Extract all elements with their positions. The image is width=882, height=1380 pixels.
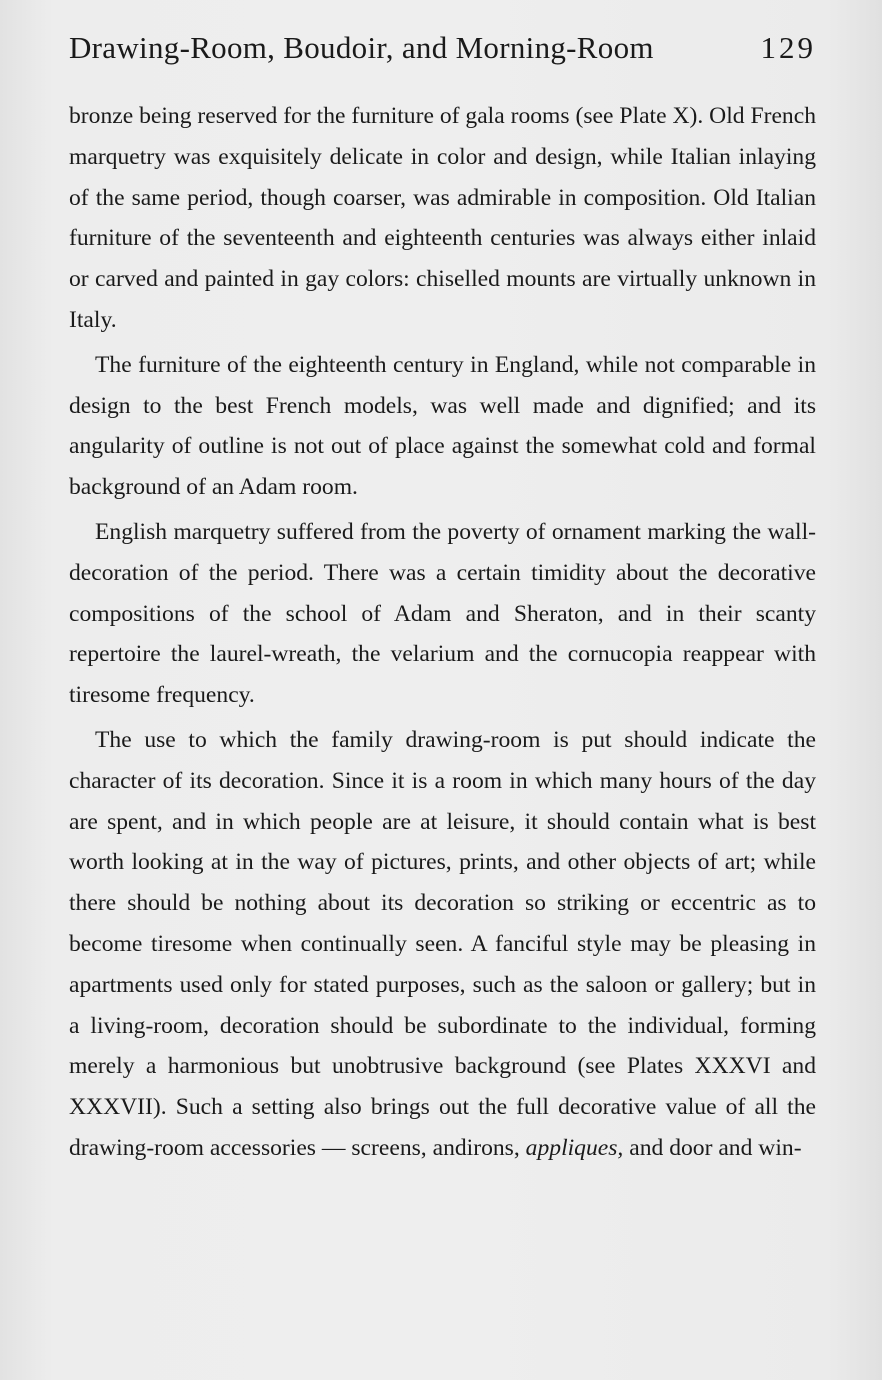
- paragraph-4-text: The use to which the family drawing-room is put should indicate the character of its decoration. Since it is a room in which many hours of the day are spent, and in which people are at leisure, it should contain what is best worth looking at in the way of pictures, prints, and other objects of art; while there should be nothing about its decoration so striking or eccentric as to become tiresome when continually seen. A fanciful style may be pleasing in apartments used only for stated purposes, such as the saloon or gallery; but in a living-room, decoration should be subordinate to the individual, forming merely a harmonious but unobtrusive background (see Plates XXXVI and XXXVII). Such a setting also brings out the full decorative value of all the drawing-room accessories — screens, andirons,: [69, 726, 816, 1161]
- page-number: 129: [760, 30, 816, 65]
- chapter-title: Drawing-Room, Boudoir, and Morning-Room: [69, 30, 654, 65]
- paragraph-1: bronze being reserved for the furniture of gala rooms (see Plate X). Old French marquetry was exquisitely delicate in color and design, while Italian inlaying of the same period, though coarser, was admirable in composition. Old Italian furniture of the seventeenth and eighteenth centuries was always either inlaid or carved and painted in gay colors: chiselled mounts are virtually unknown in Italy.: [69, 103, 816, 333]
- running-head: [69, 30, 816, 80]
- paragraph-2: The furniture of the eighteenth century in England, while not comparable in design to the best French models, was well made and dignified; and its angularity of outline is not out of place against the somewhat cold and formal background of an Adam room.: [69, 351, 816, 501]
- paragraph-3: English marquetry suffered from the poverty of ornament marking the wall-decoration of the period. There was a certain timidity about the decorative compositions of the school of Adam and Sheraton, and in their scanty repertoire the laurel-wreath, the velarium and the cornucopia reappear with tiresome frequency.: [69, 518, 816, 709]
- body-text: [69, 96, 816, 1173]
- italic-appliques: appliques,: [525, 1134, 624, 1161]
- paragraph-4-ending: and door and win-: [623, 1134, 802, 1161]
- paragraph-4: [69, 720, 816, 1169]
